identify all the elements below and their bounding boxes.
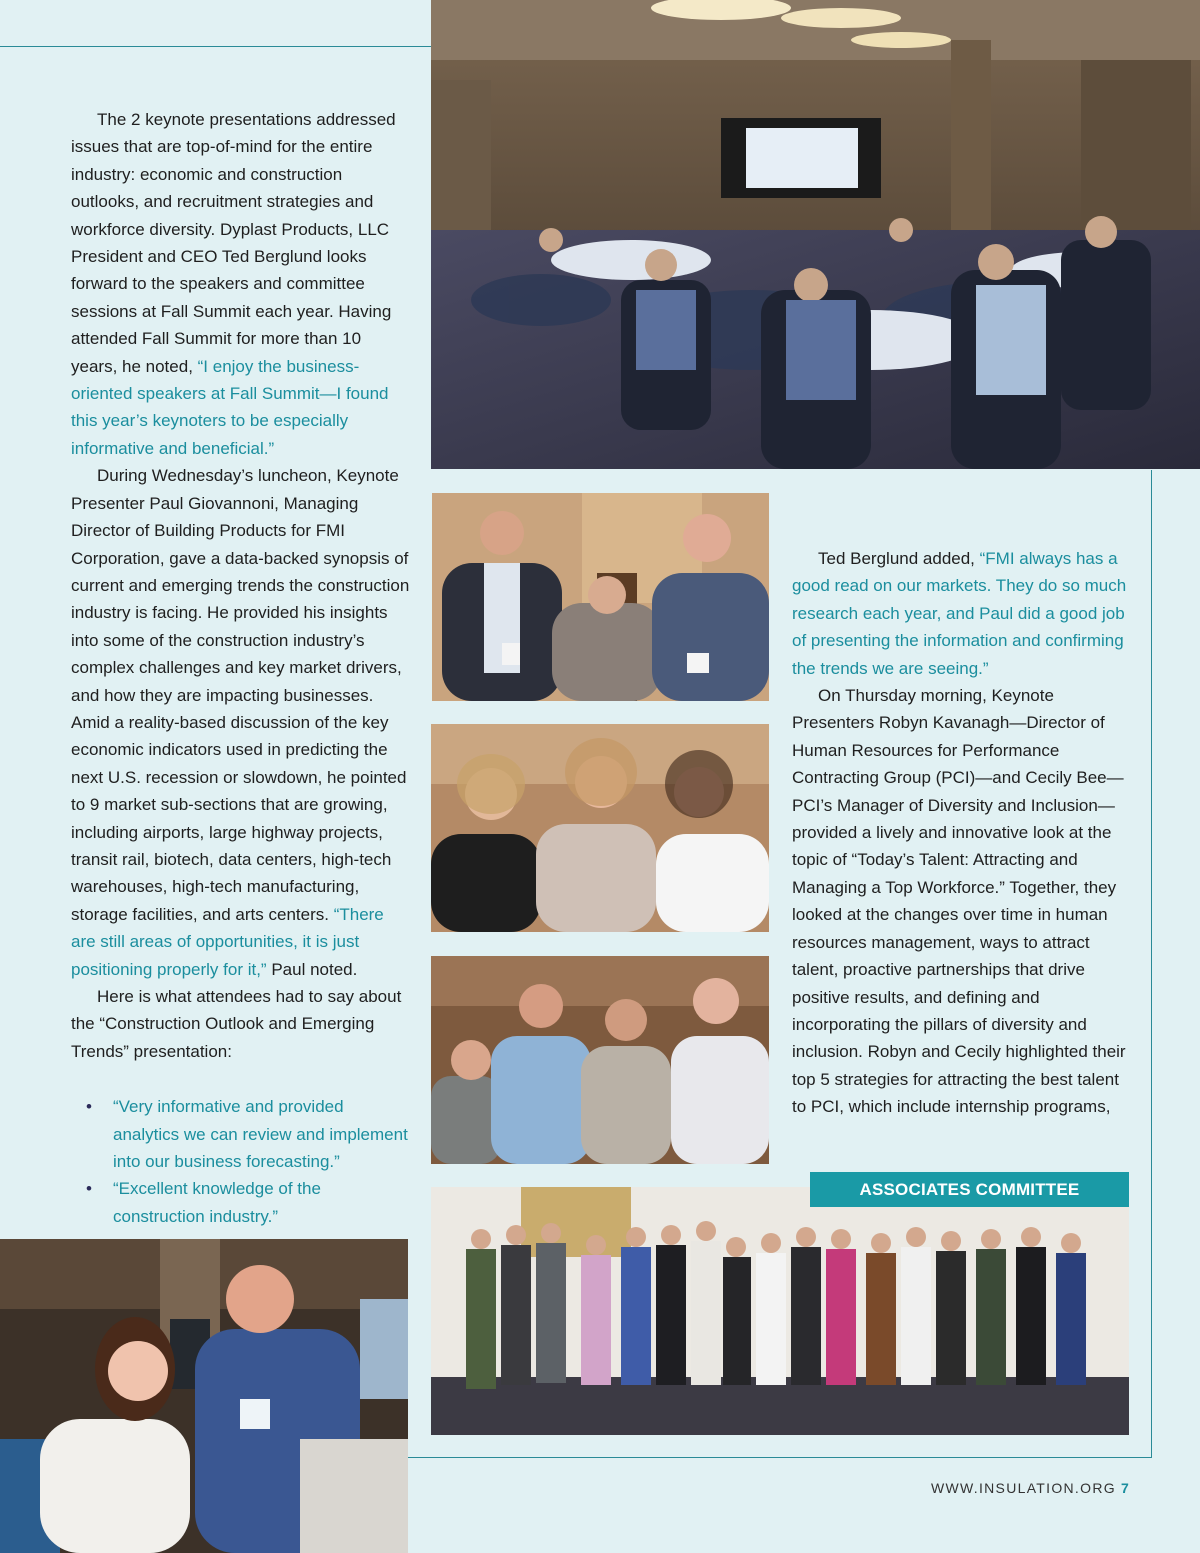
bottom-rule [408,1457,1152,1458]
paragraph-attendees: Here is what attendees had to say about the “Construction Outlook and Emerging Trends” presentation: [71,987,402,1061]
left-text-column [71,106,411,1230]
three-attendees-photo [432,493,769,701]
paragraph-berglund-added: Ted Berglund added, “FMI always has a good read on our markets. They do so much research each year, and Paul did a good job of presenting the information and confirming the trends we are seeing.” [792,549,1127,678]
quote-fmi: “FMI always has a good read on our markets. They do so much research each year, and Paul did a good job of presenting the information and confirming the trends we are seeing.” [792,549,1127,678]
ballroom-luncheon-photo [431,0,1200,469]
right-text-column [792,545,1132,1121]
paragraph-keynotes: The 2 keynote presentations addressed issues that are top-of-mind for the entire industry: economic and construction outlooks, and recruitment strategies and workforce diversity. Dyplast Products, LLC President and CEO Ted Berglund looks forward to the speakers and committee sessions at Fall Summit each year. Having attended Fall Summit for more than 10 years, he noted, “I enjoy the business-oriented speakers at Fall Summit—I found this year’s keynoters to be especially informative and beneficial.” [71,110,396,458]
paragraph-thursday-keynote: On Thursday morning, Keynote Presenters Robyn Kavanagh—Director of Human Resources for Performance Contracting Group (PCI)—and Cecily Bee—PCI’s Manager of Diversity and Inclusion—provided a lively and innovative look at the topic of “Today’s Talent: Attracting and Managing a Top Workforce.” Together, they looked at the changes over time in human resources management, ways to attract talent, proactive partnerships that drive positive results, and defining and incorporating the pillars of diversity and inclusion. Robyn and Cecily highlighted their top 5 strategies for attracting the best talent to PCI, which include internship programs, [792,686,1126,1117]
paragraph-luncheon: During Wednesday’s luncheon, Keynote Presenter Paul Giovannoni, Managing Director of Building Products for FMI Corporation, gave a data-backed synopsis of current and emerging trends the construction industry is facing. He provided his insights into some of the construction industry’s complex challenges and key market drivers, and how they are impacting businesses. Amid a reality-based discussion of the key economic indicators used in predicting the next U.S. recession or slowdown, he pointed to 9 market sub-sections that are growing, including airports, large highway projects, transit rail, biotech, data centers, high-tech warehouses, high-tech manufacturing, storage facilities, and arts centers. “There are still areas of opportunities, it is just positioning properly for it,” Paul noted. [71,466,410,979]
attendee-quote: • “Excellent knowledge of the construction industry.” [113,1175,411,1230]
right-rule [1151,470,1152,1458]
attendee-quotes-list [71,1093,411,1230]
page-number: 7 [1121,1480,1129,1496]
three-women-photo [431,724,769,932]
footer-website[interactable]: WWW.INSULATION.ORG [931,1480,1116,1496]
four-attendees-photo [431,956,769,1164]
associates-committee-banner: ASSOCIATES COMMITTEE [810,1172,1129,1207]
top-rule [0,46,432,47]
quote-berglund: “I enjoy the business-oriented speakers at Fall Summit—I found this year’s keynoters to be especially informative and beneficial.” [71,356,389,458]
associates-committee-photo [431,1187,1129,1435]
quote-giovannoni: “There are still areas of opportunities, it is just positioning properly for it,” [71,904,384,979]
attendees-booth-photo [0,1239,408,1553]
attendee-quote: • “Very informative and provided analytics we can review and implement into our business forecasting.” [113,1093,411,1175]
